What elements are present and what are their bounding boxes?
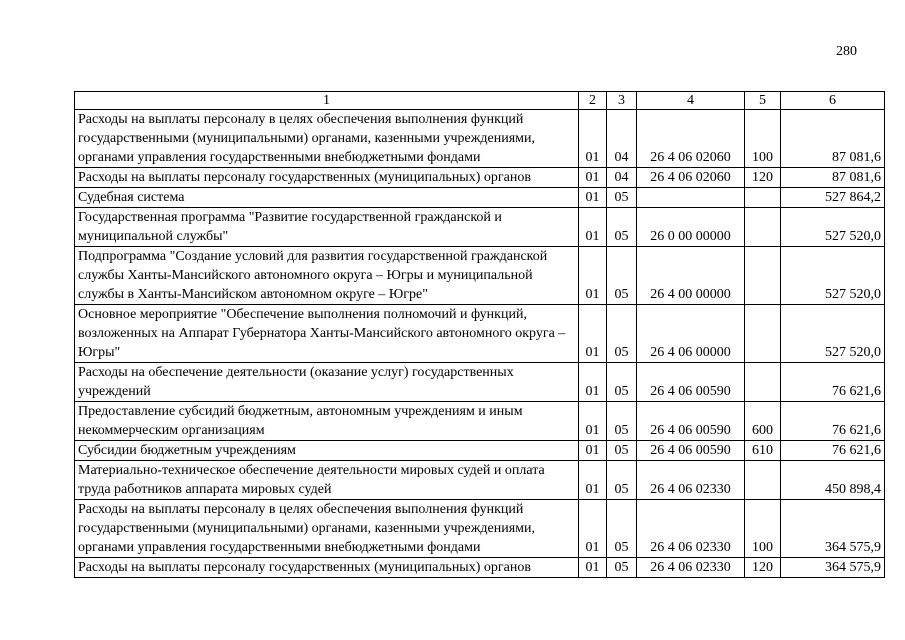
row-section: 01 [579, 402, 607, 441]
row-expense-type [745, 208, 781, 247]
row-subsection: 05 [607, 402, 637, 441]
row-expense-type: 100 [745, 110, 781, 168]
row-name: Судебная система [75, 188, 579, 208]
row-target-article: 26 4 06 00590 [637, 402, 745, 441]
row-target-article: 26 4 06 00590 [637, 441, 745, 461]
row-target-article: 26 4 06 00590 [637, 363, 745, 402]
row-section: 01 [579, 500, 607, 558]
table-row [75, 461, 885, 500]
row-subsection: 05 [607, 461, 637, 500]
column-header-5: 5 [745, 92, 781, 110]
row-expense-type: 600 [745, 402, 781, 441]
budget-table [74, 91, 885, 578]
row-name: Предоставление субсидий бюджетным, автономным учреждениям и иным некоммерческим организациям [75, 402, 579, 441]
row-target-article: 26 4 06 02060 [637, 110, 745, 168]
row-name: Расходы на обеспечение деятельности (оказание услуг) государственных учреждений [75, 363, 579, 402]
row-expense-type [745, 188, 781, 208]
row-amount: 450 898,4 [781, 461, 885, 500]
row-section: 01 [579, 305, 607, 363]
row-expense-type [745, 461, 781, 500]
row-name: Расходы на выплаты персоналу в целях обеспечения выполнения функций государственными (муниципальными) органами, казенными учреждениями, органами управления государственными внебюджетными фондами [75, 500, 579, 558]
row-section: 01 [579, 461, 607, 500]
table-row [75, 500, 885, 558]
row-amount: 76 621,6 [781, 402, 885, 441]
row-section: 01 [579, 441, 607, 461]
row-target-article: 26 4 06 02330 [637, 500, 745, 558]
column-header-6: 6 [781, 92, 885, 110]
row-expense-type [745, 305, 781, 363]
row-target-article: 26 4 06 02060 [637, 168, 745, 188]
row-amount: 87 081,6 [781, 110, 885, 168]
row-name: Государственная программа "Развитие государственной гражданской и муниципальной службы" [75, 208, 579, 247]
row-section: 01 [579, 363, 607, 402]
row-amount: 527 520,0 [781, 208, 885, 247]
table-row [75, 558, 885, 578]
column-header-1: 1 [75, 92, 579, 110]
row-name: Подпрограмма "Создание условий для развития государственной гражданской службы Ханты-Мансийского автономного округа – Югры и муниципальной службы в Ханты-Мансийском автономном округе – Югре" [75, 247, 579, 305]
row-subsection: 04 [607, 110, 637, 168]
table-row [75, 363, 885, 402]
page-number: 280 [836, 44, 857, 59]
column-header-3: 3 [607, 92, 637, 110]
table-row [75, 208, 885, 247]
row-name: Расходы на выплаты персоналу государственных (муниципальных) органов [75, 168, 579, 188]
row-name: Субсидии бюджетным учреждениям [75, 441, 579, 461]
row-section: 01 [579, 110, 607, 168]
row-expense-type [745, 363, 781, 402]
row-subsection: 05 [607, 500, 637, 558]
table-row [75, 441, 885, 461]
table-row [75, 402, 885, 441]
row-amount: 527 520,0 [781, 247, 885, 305]
row-subsection: 05 [607, 208, 637, 247]
row-subsection: 05 [607, 363, 637, 402]
row-amount: 364 575,9 [781, 558, 885, 578]
table-row [75, 168, 885, 188]
row-amount: 364 575,9 [781, 500, 885, 558]
row-expense-type: 610 [745, 441, 781, 461]
row-amount: 76 621,6 [781, 363, 885, 402]
row-subsection: 05 [607, 188, 637, 208]
row-target-article [637, 188, 745, 208]
row-section: 01 [579, 168, 607, 188]
row-section: 01 [579, 208, 607, 247]
row-subsection: 05 [607, 558, 637, 578]
table-row [75, 247, 885, 305]
row-target-article: 26 4 06 00000 [637, 305, 745, 363]
row-name: Расходы на выплаты персоналу государственных (муниципальных) органов [75, 558, 579, 578]
row-amount: 87 081,6 [781, 168, 885, 188]
row-amount: 76 621,6 [781, 441, 885, 461]
row-expense-type: 100 [745, 500, 781, 558]
row-subsection: 05 [607, 441, 637, 461]
row-expense-type [745, 247, 781, 305]
table-body [75, 110, 885, 578]
row-target-article: 26 4 06 02330 [637, 461, 745, 500]
table-row [75, 188, 885, 208]
row-section: 01 [579, 558, 607, 578]
row-target-article: 26 4 00 00000 [637, 247, 745, 305]
row-name: Материально-техническое обеспечение деятельности мировых судей и оплата труда работников аппарата мировых судей [75, 461, 579, 500]
row-section: 01 [579, 188, 607, 208]
row-subsection: 05 [607, 305, 637, 363]
row-name: Расходы на выплаты персоналу в целях обеспечения выполнения функций государственными (муниципальными) органами, казенными учреждениями, органами управления государственными внебюджетными фондами [75, 110, 579, 168]
table-row [75, 305, 885, 363]
row-section: 01 [579, 247, 607, 305]
column-header-4: 4 [637, 92, 745, 110]
row-target-article: 26 0 00 00000 [637, 208, 745, 247]
column-header-2: 2 [579, 92, 607, 110]
row-subsection: 05 [607, 247, 637, 305]
table-header-row [75, 92, 885, 110]
row-name: Основное мероприятие "Обеспечение выполнения полномочий и функций, возложенных на Аппарат Губернатора Ханты-Мансийского автономного округа – Югры" [75, 305, 579, 363]
table-row [75, 110, 885, 168]
row-subsection: 04 [607, 168, 637, 188]
row-expense-type: 120 [745, 168, 781, 188]
row-expense-type: 120 [745, 558, 781, 578]
row-amount: 527 520,0 [781, 305, 885, 363]
row-amount: 527 864,2 [781, 188, 885, 208]
row-target-article: 26 4 06 02330 [637, 558, 745, 578]
